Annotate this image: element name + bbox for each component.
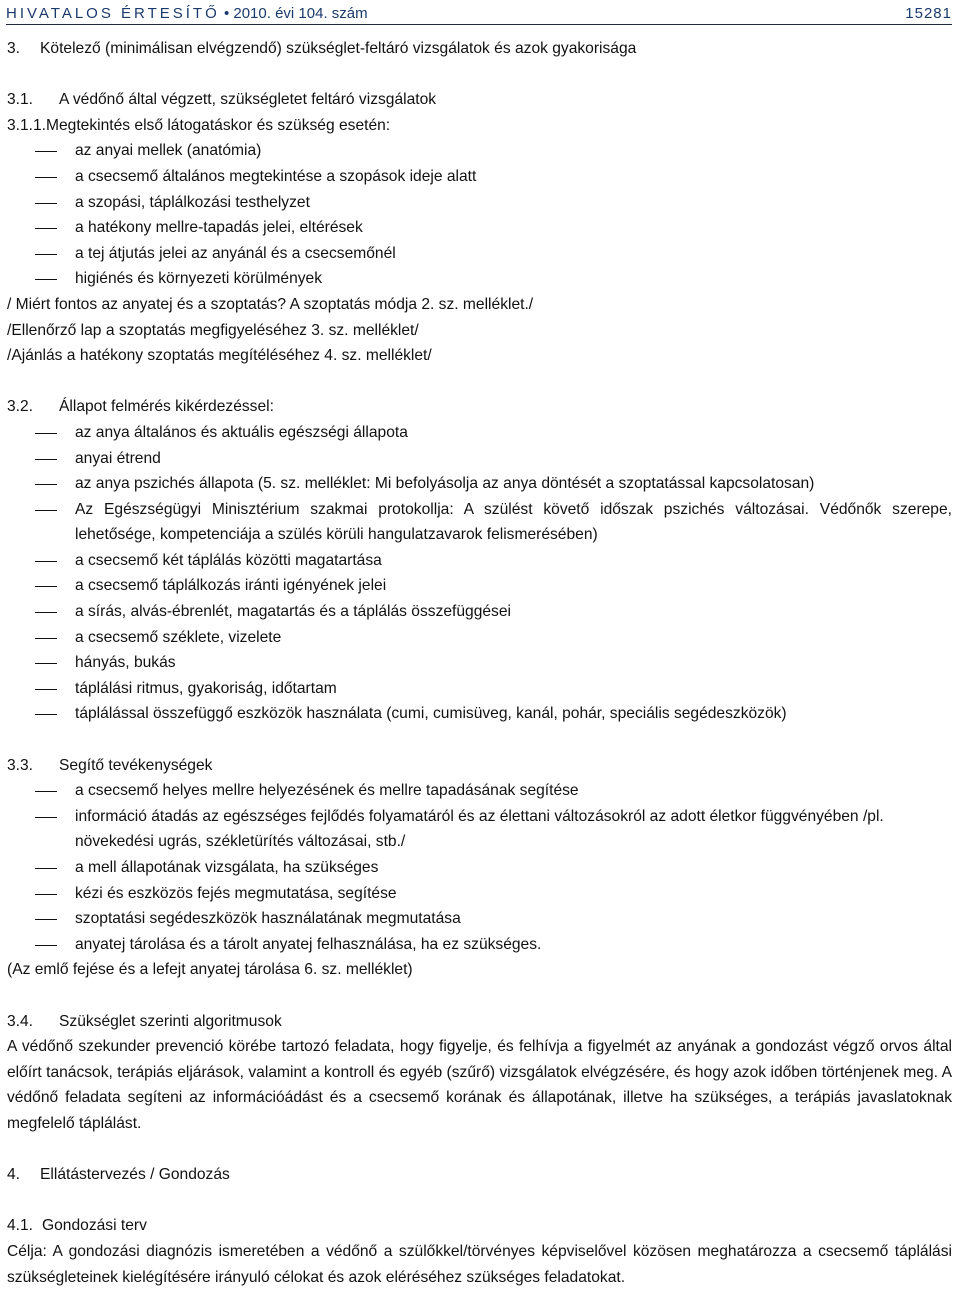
list-item: az anya pszichés állapota (5. sz. melléklet: Mi befolyásolja az anya döntését a szoptatással kapcsolatosan) (7, 471, 952, 497)
reference-line: / Miért fontos az anyatej és a szoptatás? A szoptatás módja 2. sz. melléklet./ (7, 295, 534, 313)
section-title: Gondozási terv (42, 1217, 147, 1235)
list (7, 778, 952, 957)
section-heading (7, 394, 952, 420)
section-number: 4.1. (7, 1217, 34, 1235)
subsection-heading (7, 113, 952, 139)
list-item: a csecsemő helyes mellre helyezésének és mellre tapadásának segítése (7, 778, 952, 804)
section-title: Megtekintés első látogatáskor és szükség esetén: (46, 116, 391, 134)
list-item: szoptatási segédeszközök használatának megmutatása (7, 906, 952, 932)
section-number: 4. (7, 1166, 21, 1184)
paragraph: A védőnő szekunder prevenció körébe tartozó feladata, hogy figyelje, és felhívja a figyelmét az anyának a gondozást végző orvos által előírt tanácsok, terápiás eljárások, valamint a kontroll és egyéb (szűrő) vizsgálatok elvégzésére, és hogy azok időben történjenek meg. A védőnő feladata segíteni az információádást és a csecsemő korának és állapotának, illetve ha szükséges, a terápiás javaslatoknak megfelelő táplálást. (7, 1038, 952, 1132)
document-body (7, 36, 952, 1290)
list-item: hányás, bukás (7, 650, 952, 676)
reference-line: /Ajánlás a hatékony szoptatás megítéléséhez 4. sz. melléklet/ (7, 347, 432, 365)
list-item: a csecsemő általános megtekintése a szopások ideje alatt (7, 164, 952, 190)
section-heading (7, 1213, 952, 1239)
section-heading (7, 1009, 952, 1035)
list-item: a szopási, táplálkozási testhelyzet (7, 190, 952, 216)
header-left (6, 5, 368, 22)
section-title: A védőnő által végzett, szükségletet feltáró vizsgálatok (59, 91, 437, 109)
list-item: a tej átjutás jelei az anyánál és a csecsemőnél (7, 241, 952, 267)
list-item: a csecsemő két táplálás közötti magatartása (7, 548, 952, 574)
section-heading (7, 36, 952, 62)
journal-title: HIVATALOS ÉRTESÍTŐ (6, 4, 220, 22)
list-item: információ átadás az egészséges fejlődés folyamatáról és az élettani változásokról az adott életkor függvényében /pl. növekedési ugrás, székletürítés változásai, stb./ (7, 804, 952, 855)
list-item: kézi és eszközös fejés megmutatása, segítése (7, 881, 952, 907)
section-heading (7, 1162, 952, 1188)
list-item: táplálási ritmus, gyakoriság, időtartam (7, 676, 952, 702)
list-item: anyai étrend (7, 446, 952, 472)
list-item: a csecsemő táplálkozás iránti igényének jelei (7, 573, 952, 599)
section-heading (7, 87, 952, 113)
section-title: Szükséglet szerinti algoritmusok (59, 1012, 282, 1030)
section-number: 3.1.1. (7, 116, 47, 134)
section-title: Állapot felmérés kikérdezéssel: (59, 398, 274, 416)
list-item: Az Egészségügyi Minisztérium szakmai protokollja: A szülést követő időszak pszichés változásai. Védőnők szerepe, lehetősége, kompetenciája a szülés körüli hangulatzavarok felismerésében) (7, 497, 952, 548)
note-line: (Az emlő fejése és a lefejt anyatej tárolása 6. sz. melléklet) (7, 961, 413, 979)
page-number: 15281 (905, 4, 952, 22)
list-item: a hatékony mellre-tapadás jelei, eltérések (7, 215, 952, 241)
page-header (6, 2, 952, 25)
section-title: Segítő tevékenységek (59, 756, 213, 774)
list-item: a csecsemő széklete, vizelete (7, 625, 952, 651)
list (7, 138, 952, 292)
section-number: 3.4. (7, 1012, 34, 1030)
list-item: a sírás, alvás-ébrenlét, magatartás és a táplálás összefüggései (7, 599, 952, 625)
list (7, 420, 952, 727)
header-separator: • (223, 4, 230, 22)
list-item: az anyai mellek (anatómia) (7, 138, 952, 164)
section-heading (7, 753, 952, 779)
reference-line: /Ellenőrző lap a szoptatás megfigyeléséhez 3. sz. melléklet/ (7, 321, 419, 339)
section-title: Ellátástervezés / Gondozás (40, 1166, 230, 1184)
list-item: a mell állapotának vizsgálata, ha szükséges (7, 855, 952, 881)
section-title: Kötelező (minimálisan elvégzendő) szükséglet-feltáró vizsgálatok és azok gyakorisága (40, 40, 637, 57)
section-number: 3.1. (7, 91, 34, 109)
section-number: 3. (7, 40, 21, 57)
list-item: higiénés és környezeti körülmények (7, 266, 952, 292)
section-number: 3.2. (7, 398, 34, 416)
section-number: 3.3. (7, 756, 34, 774)
list-item: táplálással összefüggő eszközök használata (cumi, cumisüveg, kanál, pohár, speciális segédeszközök) (7, 701, 952, 727)
list-item: anyatej tárolása és a tárolt anyatej felhasználása, ha ez szükséges. (7, 932, 952, 958)
issue-info: 2010. évi 104. szám (233, 4, 368, 22)
paragraph: Célja: A gondozási diagnózis ismeretében a védőnő a szülőkkel/törvényes képviselővel közösen meghatározza a csecsemő táplálási szükségleteinek kielégítésére irányuló célokat és azok eléréséhez szükséges feladatokat. (7, 1242, 952, 1286)
list-item: az anya általános és aktuális egészségi állapota (7, 420, 952, 446)
